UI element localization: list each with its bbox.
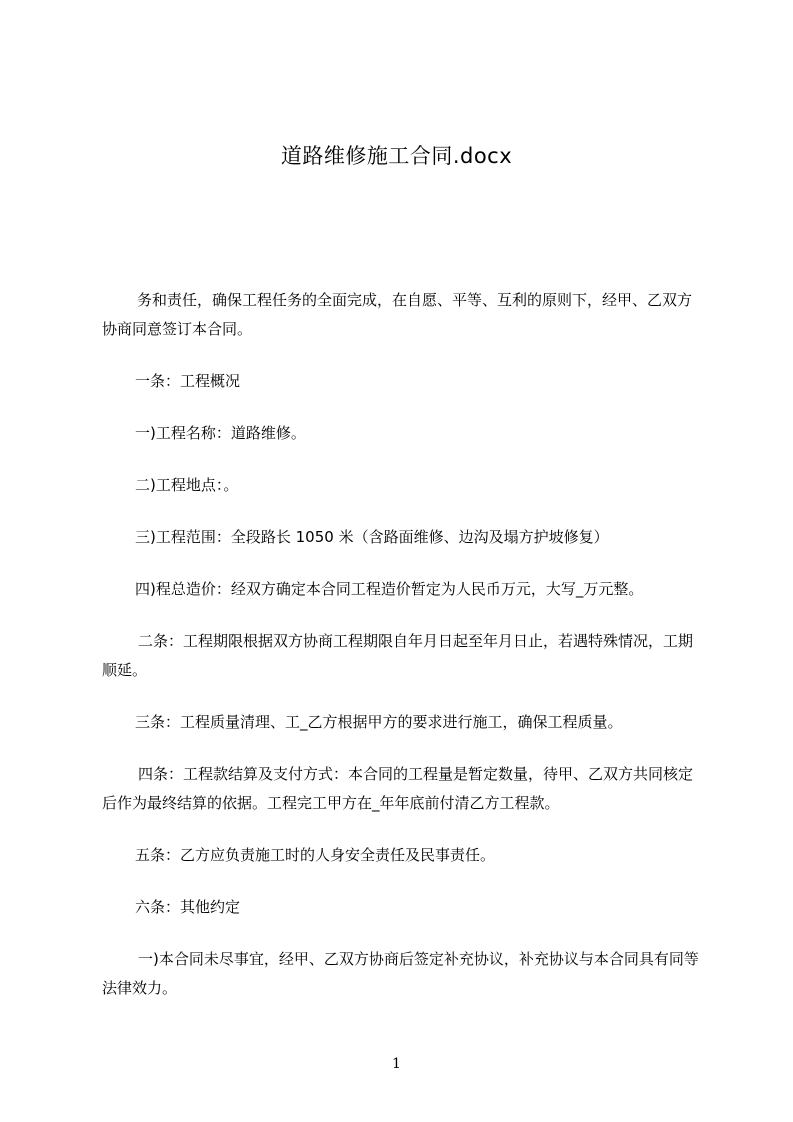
paragraph-article-2-duration: 二条：工程期限根据双方协商工程期限自年月日起至年月日止，若遇特殊情况，工期顺延。	[102, 632, 694, 679]
paragraph-other-terms: 一)本合同未尽事宜，经甲、乙双方协商后签定补充协议，补充协议与本合同具有同等法律效力。	[102, 950, 699, 997]
paragraph-article-6-heading: 六条：其他约定	[135, 898, 241, 916]
paragraph-article-5-safety: 五条：乙方应负责施工时的人身安全责任及民事责任。	[135, 846, 496, 864]
paragraph-article-1-heading: 一条：工程概况	[135, 372, 241, 390]
paragraph-article-4-payment: 四条：工程款结算及支付方式：本合同的工程量是暂定数量，待甲、乙双方共同核定后作为最终结算的依据。工程完工甲方在_年年底前付清乙方工程款。	[102, 765, 694, 812]
paragraph-intro: 务和责任，确保工程任务的全面完成，在自愿、平等、互利的原则下，经甲、乙双方协商同意签订本合同。	[102, 291, 693, 338]
paragraph-project-name: 一)工程名称：道路维修。	[135, 424, 306, 442]
paragraph-project-location: 二)工程地点：。	[135, 476, 239, 494]
paragraph-project-scope: 三)工程范围：全段路长 1050 米（含路面维修、边沟及塌方护坡修复）	[135, 528, 609, 546]
page-number: 1	[392, 1056, 401, 1072]
paragraph-article-3-quality: 三条：工程质量清理、工_乙方根据甲方的要求进行施工，确保工程质量。	[135, 713, 623, 731]
document-body	[102, 286, 702, 1026]
paragraph-project-cost: 四)程总造价：经双方确定本合同工程造价暂定为人民币万元，大写_万元整。	[135, 580, 644, 598]
document-title: 道路维修施工合同.docx	[280, 144, 513, 168]
